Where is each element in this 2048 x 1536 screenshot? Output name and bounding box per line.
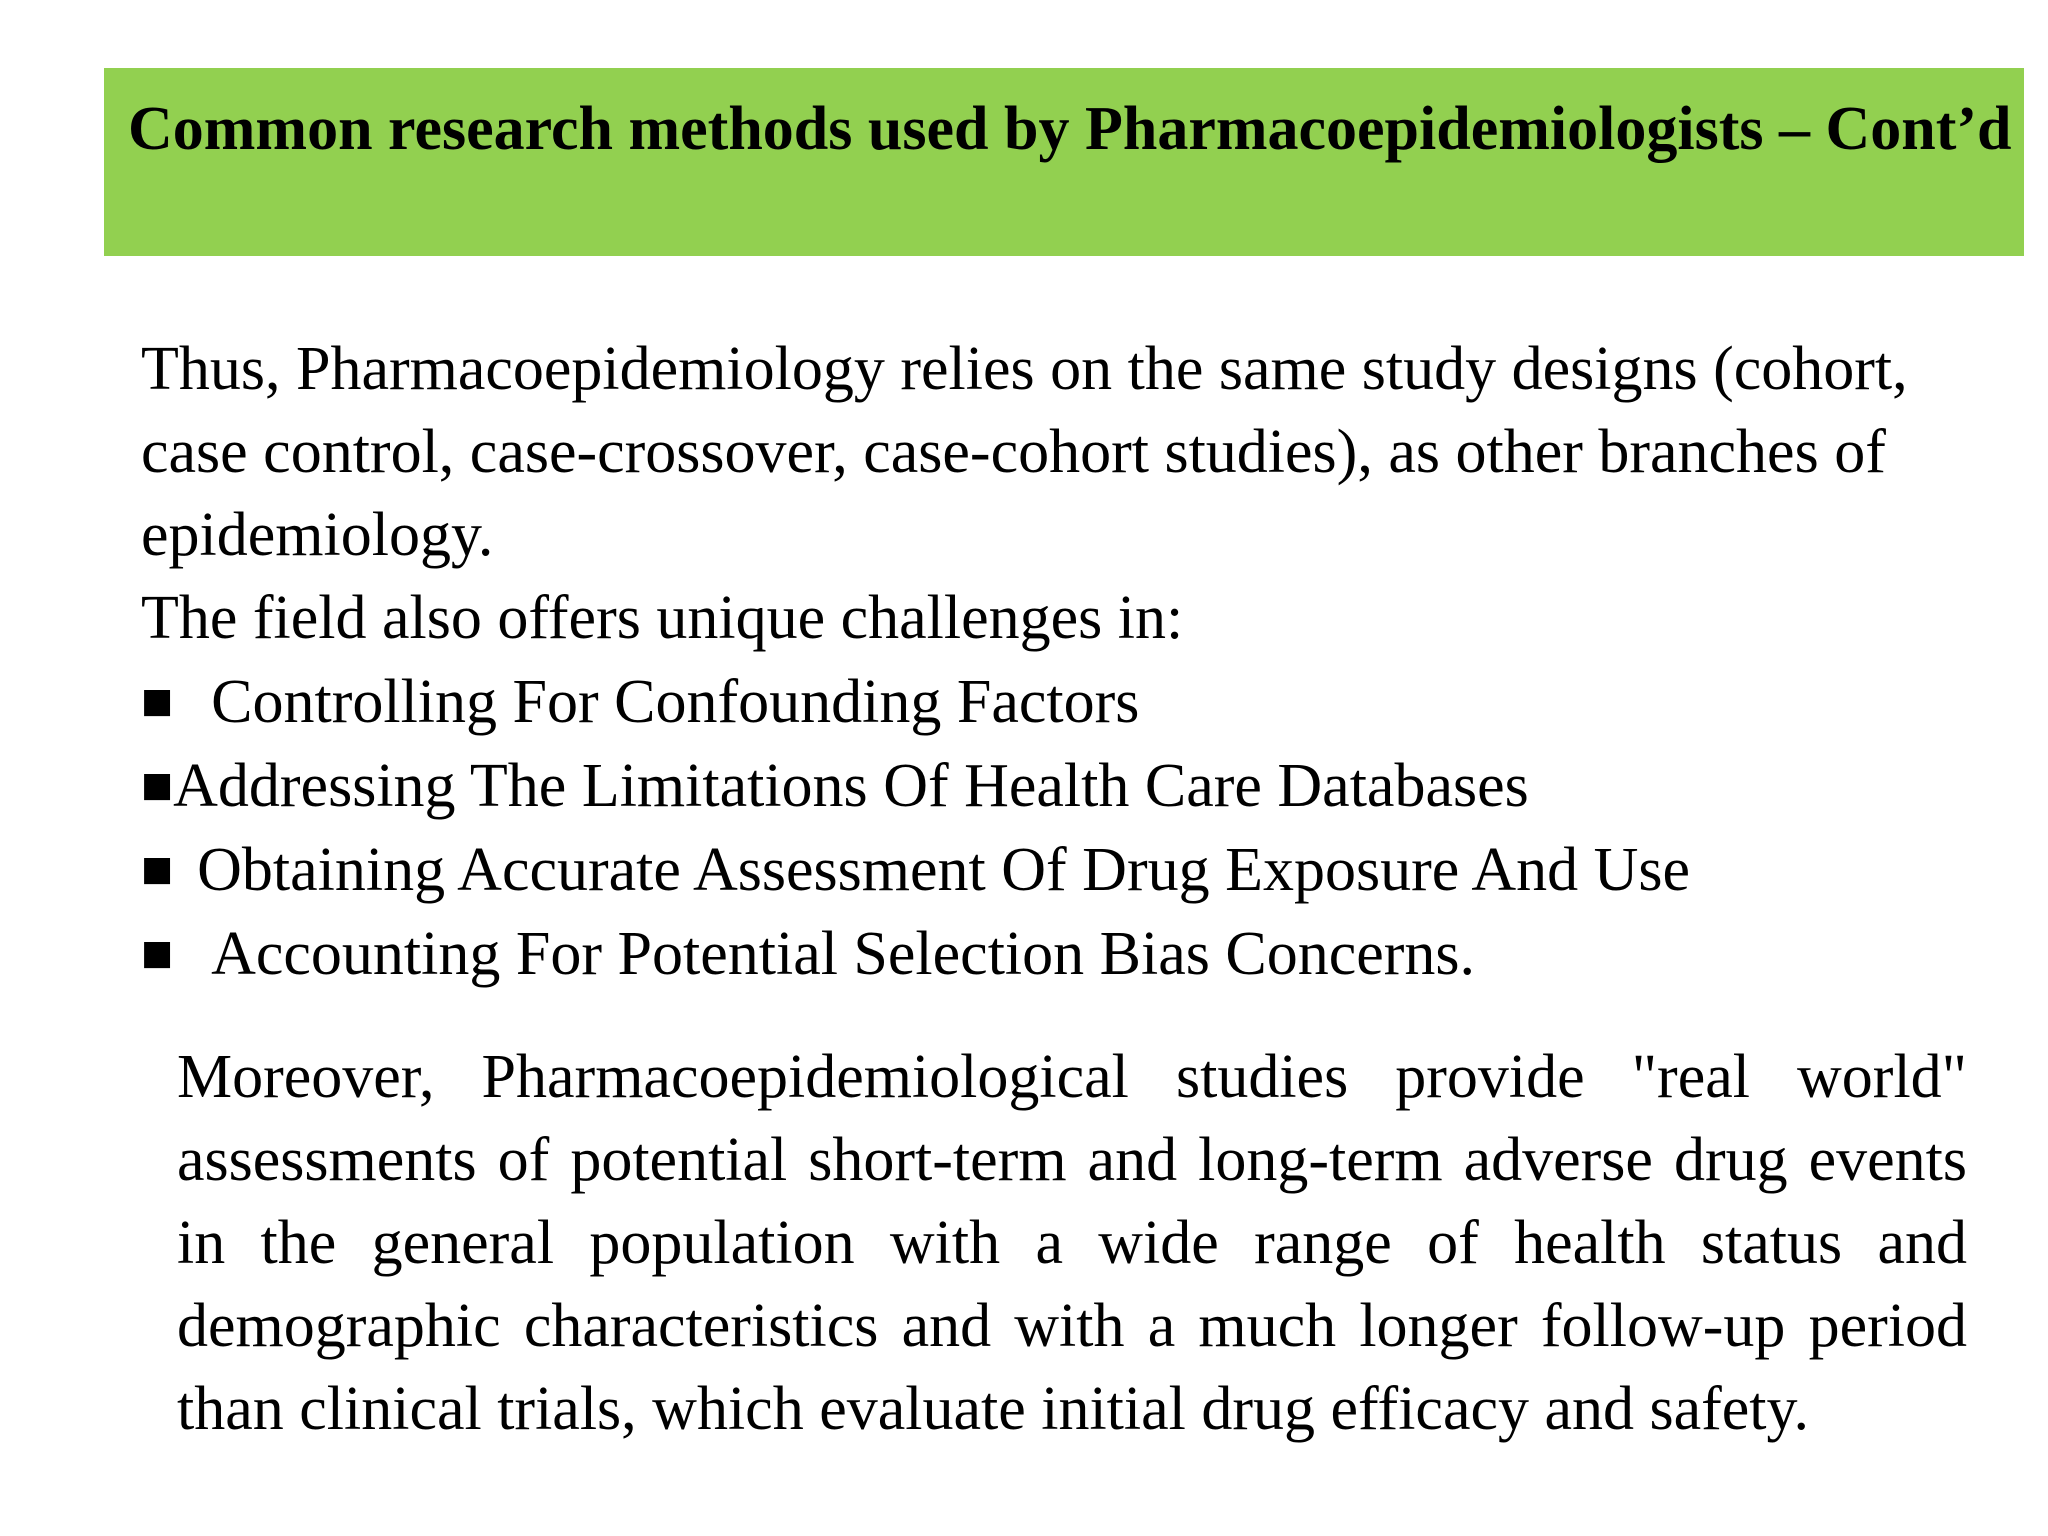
- slide-title: Common research methods used by Pharmacoepidemiologists – Cont’d: [128, 95, 2012, 163]
- challenge-text: Addressing The Limitations Of Health Care Databases: [173, 752, 1529, 820]
- title-banner: [104, 68, 2024, 256]
- bullet-square-icon: ■: [141, 765, 174, 805]
- intro-paragraph: Thus, Pharmacoepidemiology relies on the same study designs (cohort, case control, case-crossover, case-cohort studies), as other branches of epidemiology.: [141, 335, 1908, 569]
- challenge-text: Obtaining Accurate Assessment Of Drug Exposure And Use: [197, 836, 1691, 904]
- list-item: [141, 744, 2021, 828]
- bullet-square-icon: ■: [141, 681, 174, 721]
- list-item: [141, 912, 2021, 996]
- challenge-text: Accounting For Potential Selection Bias Concerns.: [211, 920, 1476, 988]
- challenges-list: [141, 660, 2021, 996]
- challenges-intro: The field also offers unique challenges in:: [141, 584, 1184, 652]
- list-item: [141, 660, 2021, 744]
- bullet-square-icon: ■: [141, 933, 174, 973]
- list-item: [141, 828, 2021, 912]
- bullet-square-icon: ■: [141, 849, 174, 889]
- slide-body: [141, 328, 2021, 996]
- challenge-text: Controlling For Confounding Factors: [211, 668, 1140, 736]
- closing-paragraph: Moreover, Pharmacoepidemiological studies provide "real world" assessments of potential short-term and long-term adverse drug events in the general population with a wide range of health status and demographic characteristics and with a much longer follow-up period than clinical trials, which evaluate initial drug efficacy and safety.: [177, 1043, 1967, 1443]
